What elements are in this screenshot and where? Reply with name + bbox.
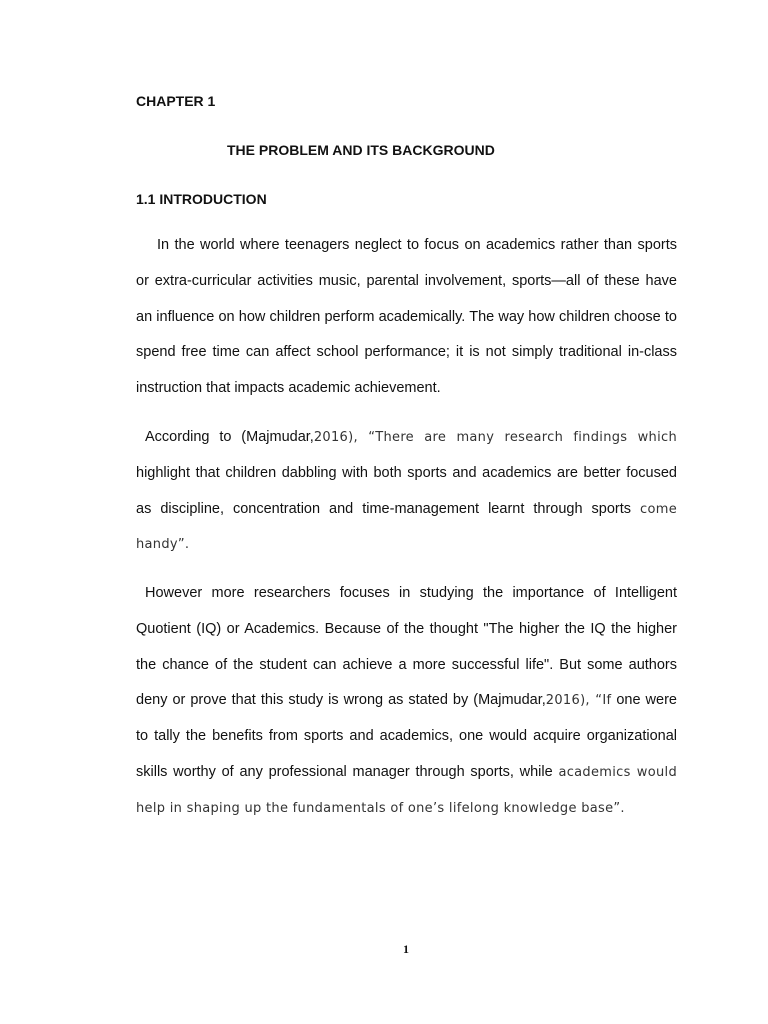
paragraph-text: highlight that children dabbling with both sports and academics are better focused as discipline, concentration and time-management learnt through sports (136, 464, 677, 517)
chapter-label: CHAPTER 1 (136, 93, 216, 109)
paragraph-iq-academics (136, 576, 677, 827)
page-number: 1 (403, 942, 409, 956)
paragraph-text: one were to tally the benefits from sports and academics, one would acquire organizational skills worthy of any professional manager through sports, while (136, 692, 677, 780)
paragraph-majmudar-citation (136, 420, 677, 563)
paragraph-text: According to (Majmudar, (145, 429, 314, 445)
paragraph-introduction: In the world where teenagers neglect to focus on academics rather than sports or extra-curricular activities music, parental involvement, sports—all of these have an influence on how children perform academically. The way how children choose to spend free time can affect school performance; it is not simply traditional in-class instruction that impacts academic achievement. (136, 237, 677, 397)
quoted-text: come handy”. (136, 501, 677, 553)
paragraph-text: However more researchers focuses in studying the importance of Intelligent Quotient (IQ) or Academics. Because of the thought "The higher the IQ the higher the chance of the student can achieve a more successful life". But some authors deny or prove that this study is wrong as stated by (Majmudar, (136, 585, 677, 709)
quoted-text: academics would help in shaping up the fundamentals of one’s lifelong knowledge base”. (136, 764, 677, 816)
chapter-title: THE PROBLEM AND ITS BACKGROUND (227, 142, 495, 158)
quoted-text: 2016), “If (545, 693, 612, 709)
quoted-text: 2016), “There are many research findings which (313, 430, 677, 445)
section-heading: 1.1 INTRODUCTION (136, 191, 267, 207)
